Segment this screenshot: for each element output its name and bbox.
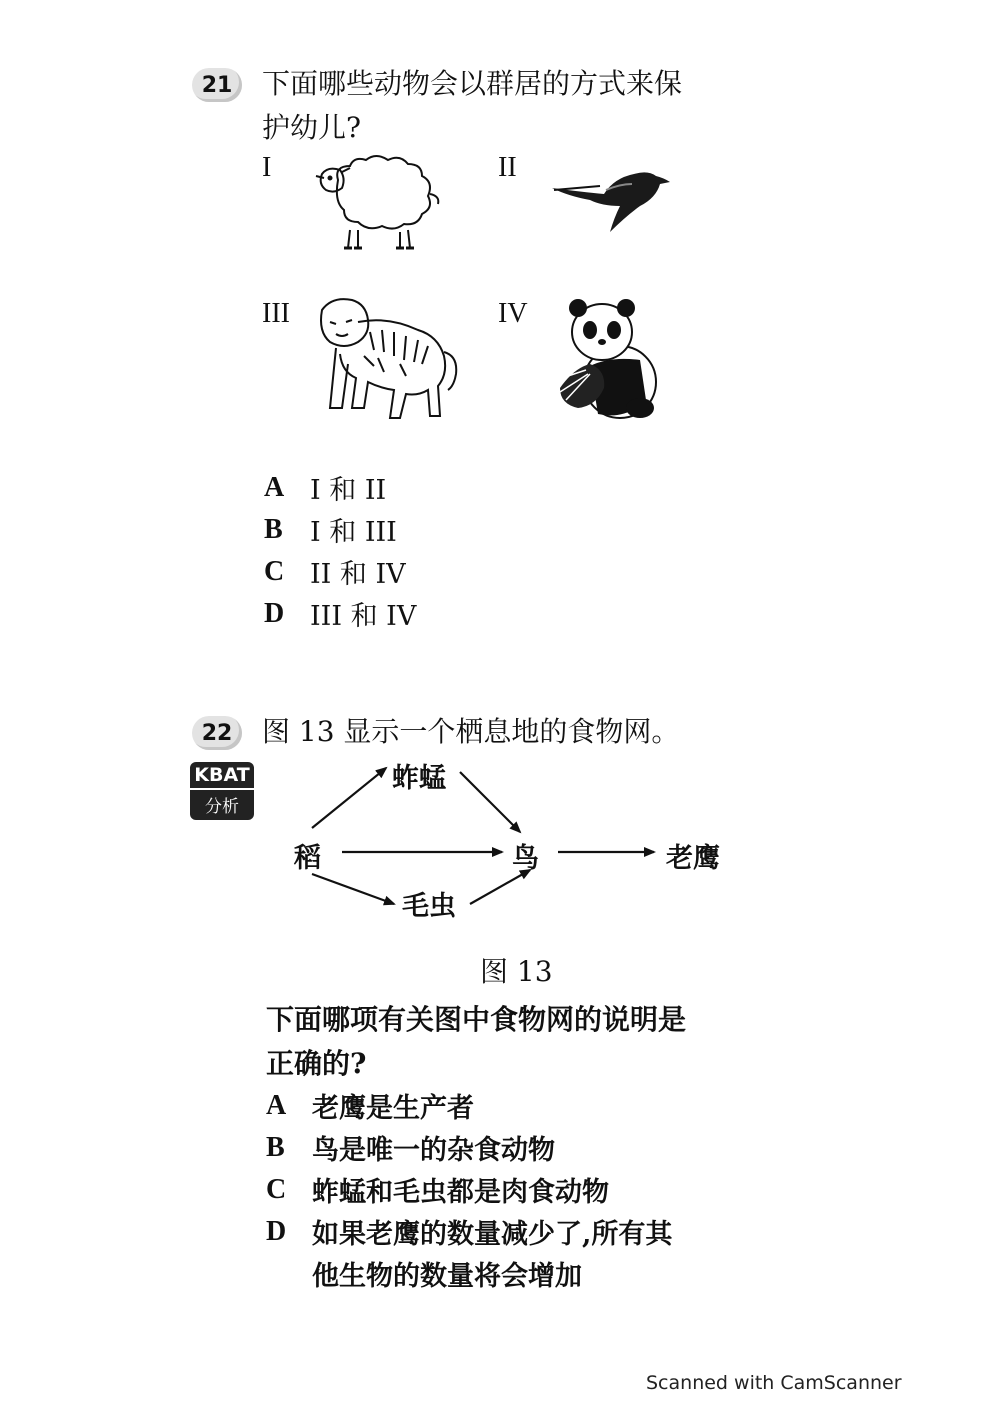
q21-option-a[interactable]	[264, 468, 386, 507]
q22-option-d-text2: 他生物的数量将会增加	[312, 1261, 582, 1292]
kbat-skill: 分析	[205, 797, 239, 817]
q22-option-b-text: 鸟是唯一的杂食动物	[312, 1135, 555, 1166]
arrow-paddy-caterpillar	[312, 874, 394, 904]
question-22-line2: 正确的?	[266, 1047, 367, 1080]
q22-option-b-letter: B	[266, 1131, 285, 1163]
question-22-stem: 图 13 显示一个栖息地的食物网。	[262, 715, 680, 748]
q21-option-c-letter: C	[264, 555, 285, 587]
q22-option-a-text: 老鹰是生产者	[312, 1093, 474, 1124]
item-label-2: II	[498, 152, 517, 183]
q22-option-a-letter: A	[266, 1089, 287, 1121]
q22-option-d-continued	[312, 1254, 582, 1293]
figure-caption: 图 13	[480, 955, 553, 988]
q22-option-d[interactable]	[266, 1212, 672, 1251]
arrow-grasshopper-bird	[460, 772, 520, 832]
q22-option-c-letter: C	[266, 1173, 287, 1205]
q22-option-b[interactable]	[266, 1128, 555, 1167]
q22-option-a[interactable]	[266, 1086, 474, 1125]
arrow-caterpillar-bird	[470, 870, 530, 904]
q21-option-b-text: I 和 III	[310, 517, 397, 548]
question-21-stem-line2: 护幼儿?	[262, 111, 362, 144]
question-22-number: 22	[192, 716, 242, 750]
tiger-icon	[308, 292, 463, 432]
q21-option-d[interactable]	[264, 594, 416, 633]
q22-option-d-letter: D	[266, 1215, 287, 1247]
node-caterpillar: 毛虫	[402, 891, 456, 922]
q21-option-c[interactable]	[264, 552, 406, 591]
arrow-paddy-grasshopper	[312, 768, 386, 828]
scanner-watermark: Scanned with CamScanner	[646, 1372, 902, 1394]
q21-option-b-letter: B	[264, 513, 283, 545]
q21-option-b[interactable]	[264, 510, 397, 549]
q22-option-c-text: 蚱蜢和毛虫都是肉食动物	[312, 1177, 609, 1208]
q22-option-d-text: 如果老鹰的数量减少了,所有其	[312, 1219, 673, 1250]
q21-option-d-text: III 和 IV	[310, 601, 417, 632]
q21-option-a-text: I 和 II	[310, 475, 387, 506]
question-21-number: 21	[192, 68, 242, 102]
item-label-1: I	[262, 152, 272, 183]
panda-icon	[550, 296, 660, 426]
q22-option-c[interactable]	[266, 1170, 609, 1209]
node-eagle: 老鹰	[666, 843, 720, 874]
swallow-icon	[548, 160, 673, 235]
kbat-label: KBAT	[190, 762, 254, 790]
item-label-3: III	[262, 298, 290, 329]
question-22-line1: 下面哪项有关图中食物网的说明是	[266, 1003, 687, 1036]
node-grasshopper: 蚱蜢	[392, 763, 446, 794]
node-paddy: 稻	[294, 843, 321, 874]
item-label-4: IV	[498, 298, 528, 329]
q21-option-d-letter: D	[264, 597, 285, 629]
q21-option-c-text: II 和 IV	[310, 559, 406, 590]
node-bird: 鸟	[512, 843, 539, 874]
sheep-icon	[308, 150, 443, 250]
kbat-badge	[190, 762, 254, 820]
question-21-stem-line1: 下面哪些动物会以群居的方式来保	[262, 67, 683, 100]
q21-option-a-letter: A	[264, 471, 285, 503]
